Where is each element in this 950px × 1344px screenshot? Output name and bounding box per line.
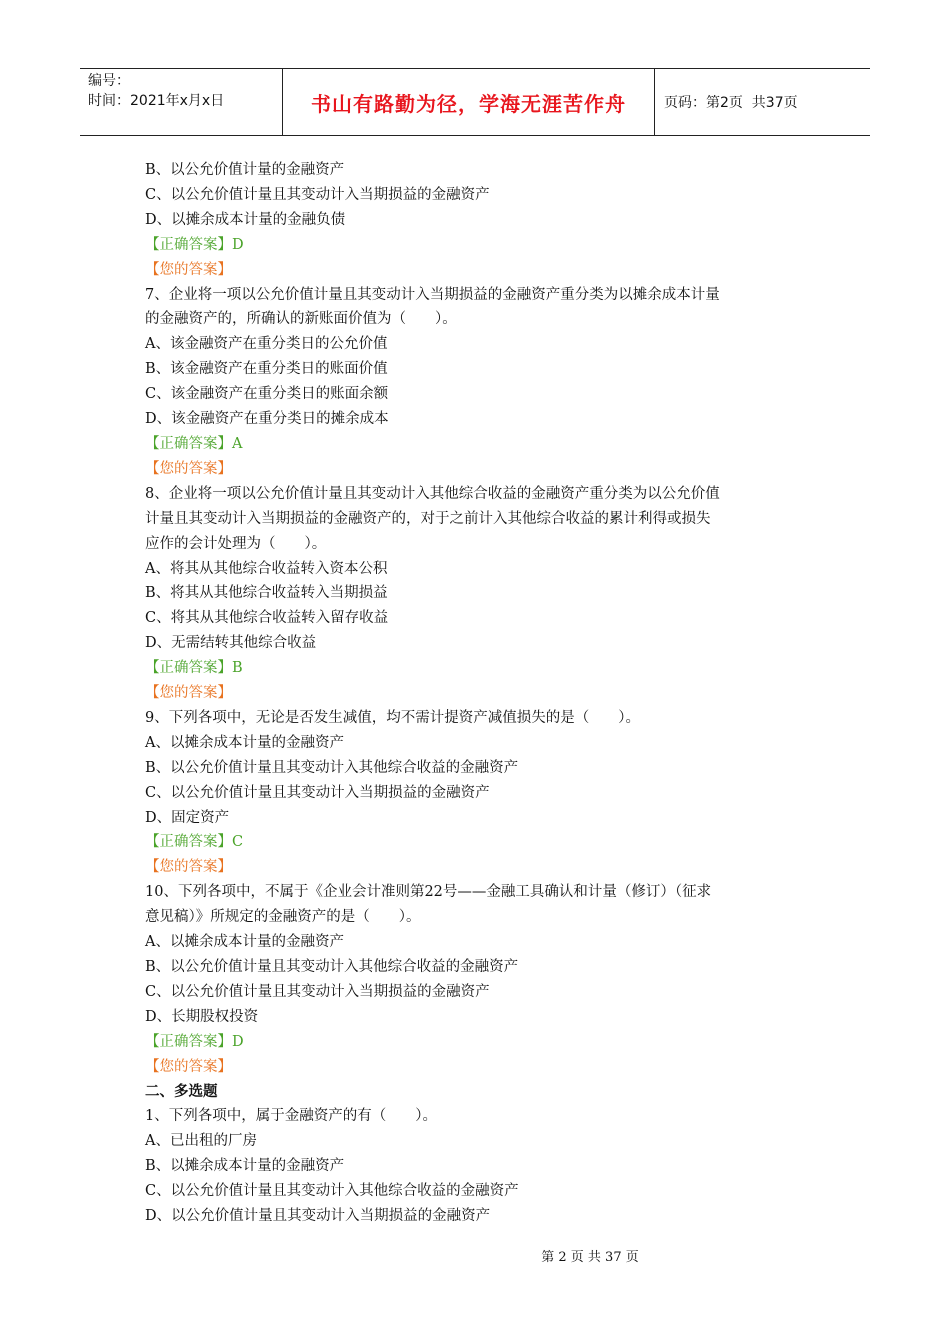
document-body (145, 158, 825, 1229)
text-line: B、以公允价值计量且其变动计入其他综合收益的金融资产 (145, 759, 519, 776)
correct-answer: 【正确答案】A (145, 435, 243, 452)
text-line: B、将其从其他综合收益转入当期损益 (145, 585, 388, 602)
text-line: C、以公允价值计量且其变动计入当期损益的金融资产 (145, 186, 490, 203)
page-info-text: 页码：第2页 共37页 (664, 95, 798, 111)
text-line: 意见稿）》所规定的金融资产的是（ ）。 (145, 909, 421, 926)
your-answer: 【您的答案】 (145, 460, 232, 477)
header-motto: 书山有路勤为径，学海无涯苦作舟 (282, 69, 655, 135)
text-line: A、以摊余成本计量的金融资产 (145, 734, 344, 751)
text-line: C、以公允价值计量且其变动计入当期损益的金融资产 (145, 784, 490, 801)
page-footer: 第 2 页 共 37 页 (541, 1250, 639, 1265)
text-line: D、长期股权投资 (145, 1008, 259, 1025)
text-line: D、无需结转其他综合收益 (145, 635, 317, 652)
text-line: B、以摊余成本计量的金融资产 (145, 1158, 345, 1175)
page-header (80, 68, 870, 136)
text-line: D、以公允价值计量且其变动计入当期损益的金融资产 (145, 1208, 491, 1225)
text-line: C、以公允价值计量且其变动计入其他综合收益的金融资产 (145, 1183, 519, 1200)
time-label: 时间：2021年x月x日 (88, 93, 225, 109)
text-line: A、将其从其他综合收益转入资本公积 (145, 560, 388, 577)
number-label: 编号： (88, 73, 130, 89)
section-heading: 二、多选题 (145, 1083, 218, 1100)
correct-answer: 【正确答案】B (145, 660, 243, 677)
text-line: A、已出租的厂房 (145, 1133, 257, 1150)
text-line: 计量且其变动计入当期损益的金融资产的，对于之前计入其他综合收益的累计利得或损失 (145, 510, 711, 527)
text-line: A、以摊余成本计量的金融资产 (145, 934, 344, 951)
text-line: A、该金融资产在重分类日的公允价值 (145, 336, 388, 353)
text-line: B、以公允价值计量且其变动计入其他综合收益的金融资产 (145, 959, 519, 975)
text-line: 的金融资产的，所确认的新账面价值为（ ）。 (145, 311, 457, 328)
your-answer: 【您的答案】 (145, 859, 232, 876)
text-line: C、以公允价值计量且其变动计入当期损益的金融资产 (145, 983, 490, 1000)
text-line: 7、企业将一项以公允价值计量且其变动计入当期损益的金融资产重分类为以摊余成本计量 (145, 286, 720, 303)
your-answer: 【您的答案】 (145, 685, 232, 702)
text-line: D、该金融资产在重分类日的摊余成本 (145, 411, 389, 428)
correct-answer: 【正确答案】D (145, 236, 244, 253)
text-line: 9、下列各项中，无论是否发生减值，均不需计提资产减值损失的是（ ）。 (145, 709, 640, 726)
correct-answer: 【正确答案】D (145, 1033, 244, 1050)
text-line: D、固定资产 (145, 809, 230, 826)
header-meta (80, 69, 282, 135)
text-line: 8、企业将一项以公允价值计量且其变动计入其他综合收益的金融资产重分类为以公允价值 (145, 485, 720, 502)
text-line: B、该金融资产在重分类日的账面价值 (145, 361, 388, 378)
correct-answer: 【正确答案】C (145, 834, 244, 851)
header-page-info (655, 69, 870, 135)
text-line: D、以摊余成本计量的金融负债 (145, 211, 346, 228)
text-line: 10、下列各项中，不属于《企业会计准则第22号——金融工具确认和计量（修订）（征求 (145, 884, 712, 901)
text-line: C、将其从其他综合收益转入留存收益 (145, 610, 389, 627)
text-line: 1、下列各项中，属于金融资产的有（ ）。 (145, 1108, 437, 1125)
your-answer: 【您的答案】 (145, 261, 232, 278)
text-line: 应作的会计处理为（ ）。 (145, 535, 327, 552)
text-line: B、以公允价值计量的金融资产 (145, 162, 345, 178)
your-answer: 【您的答案】 (145, 1058, 232, 1075)
text-line: C、该金融资产在重分类日的账面余额 (145, 386, 389, 403)
